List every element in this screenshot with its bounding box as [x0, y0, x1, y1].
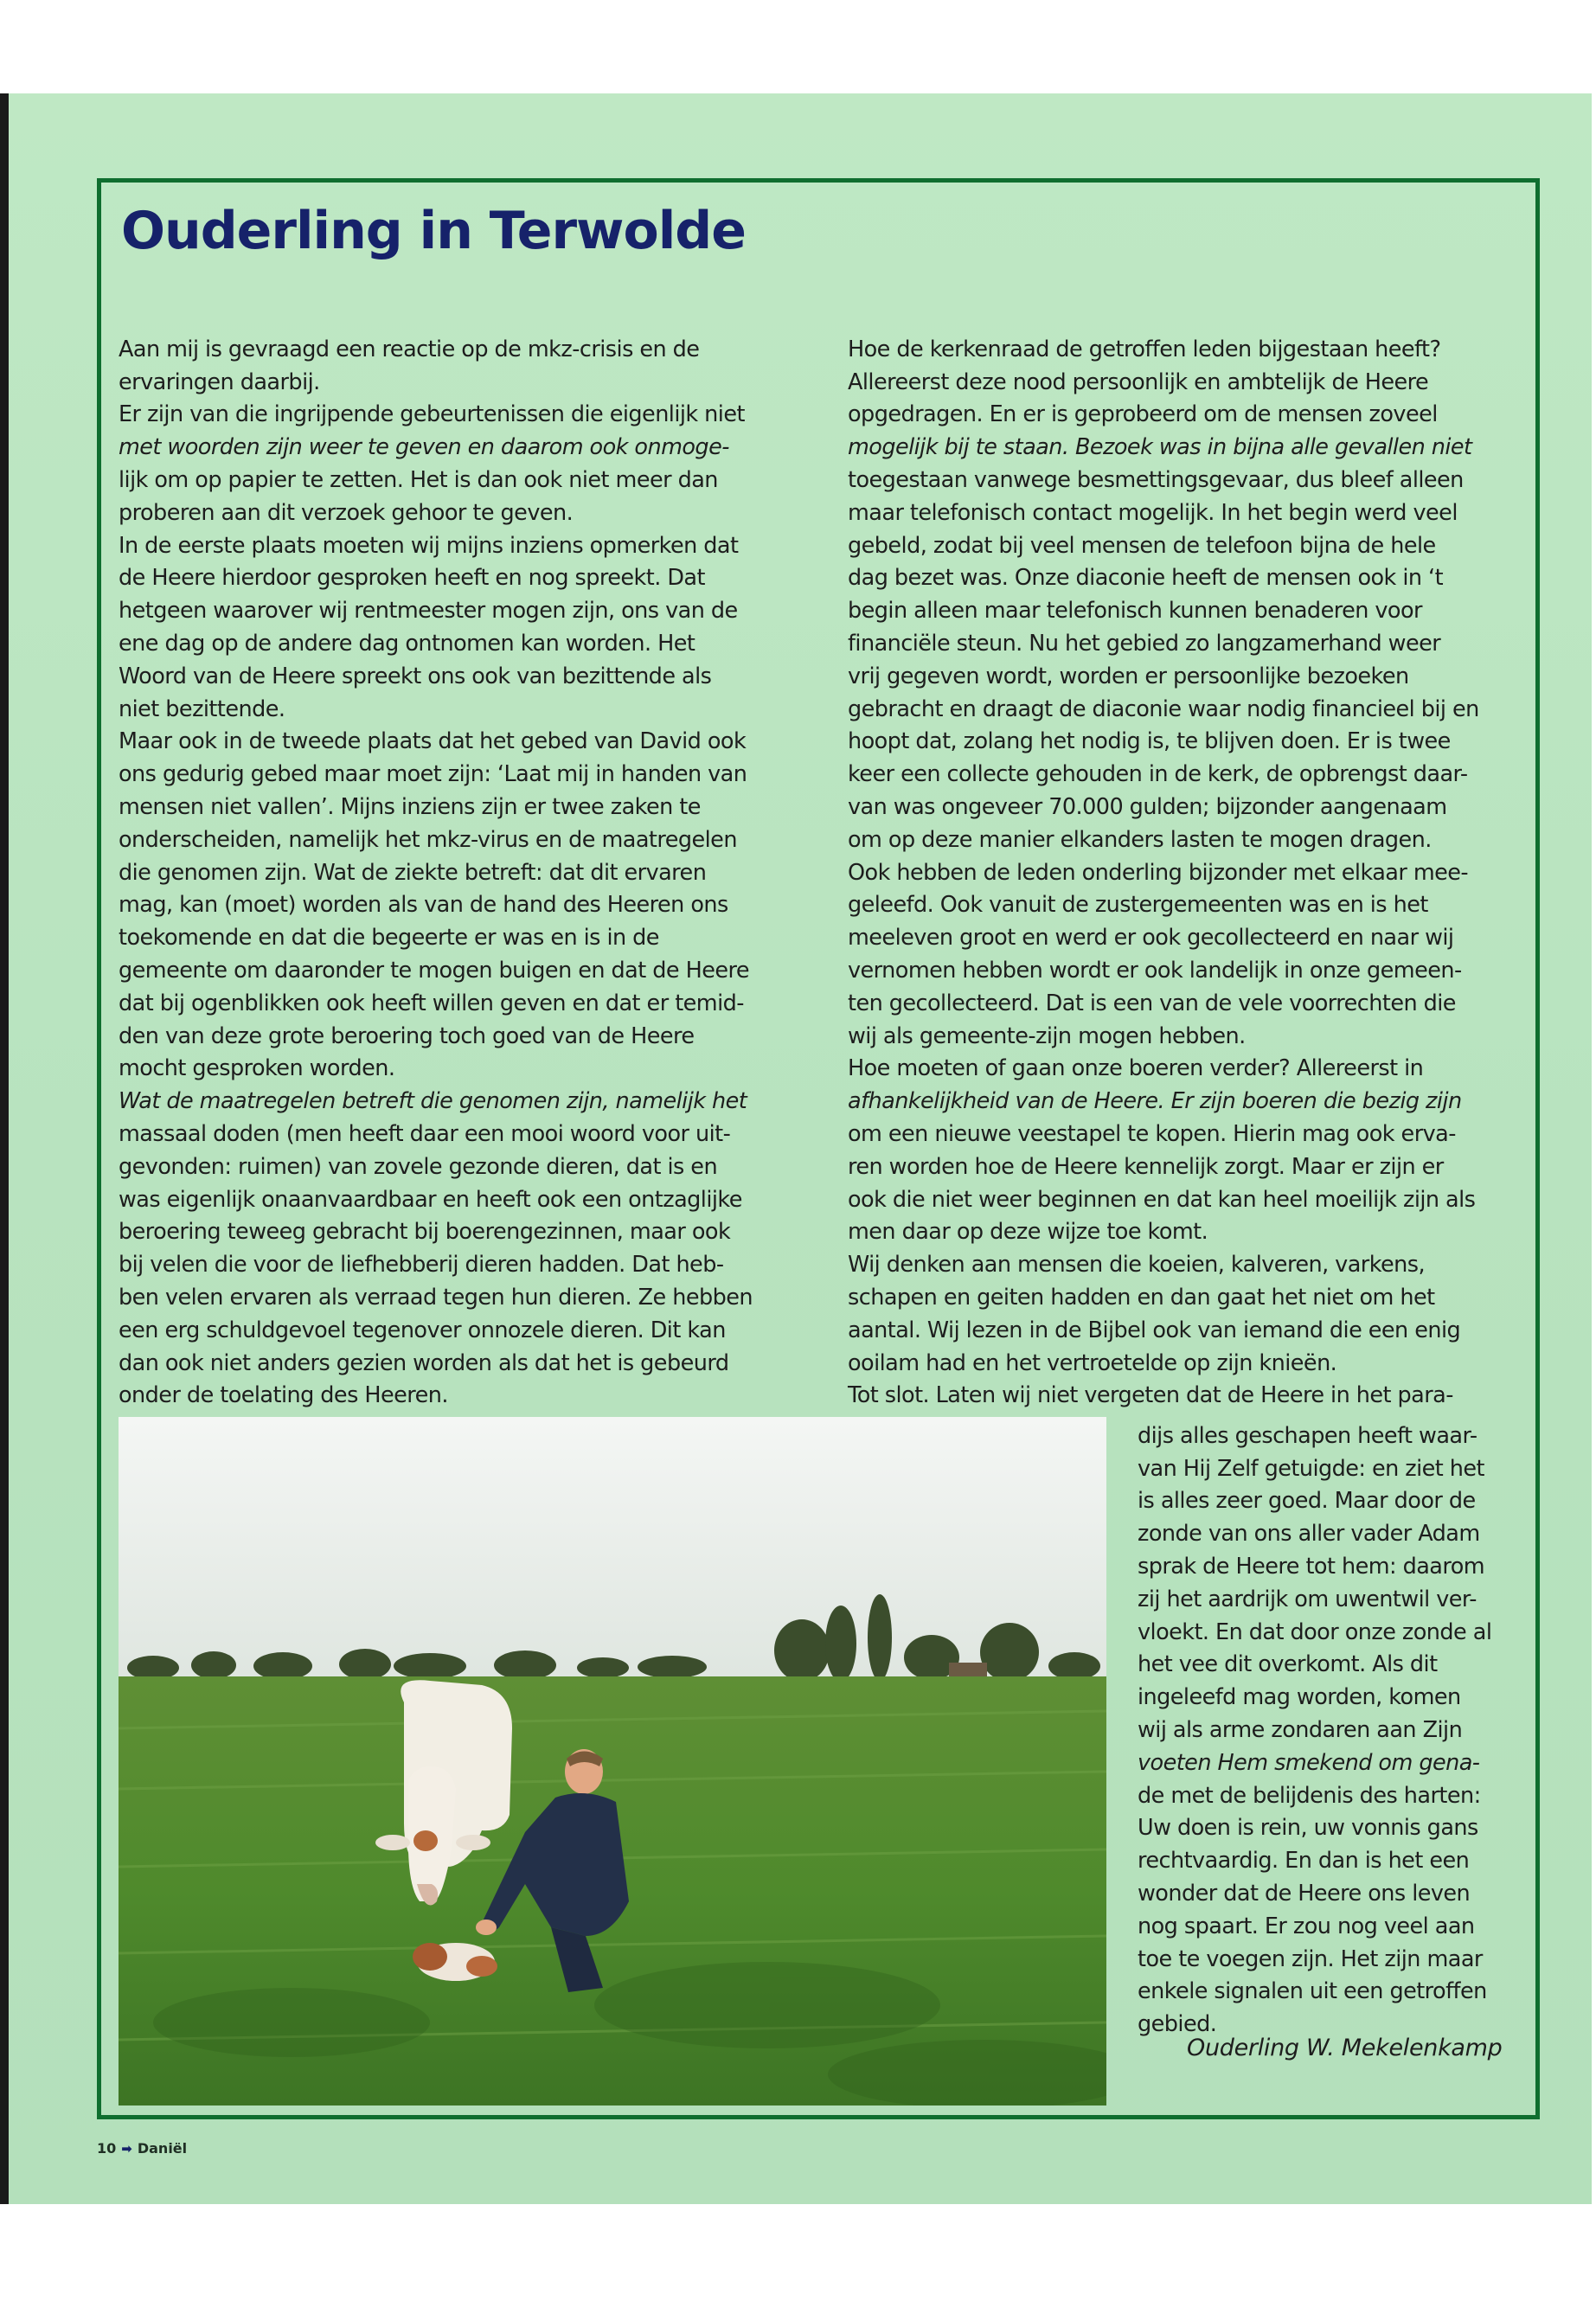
- arrow-right-icon: ➡: [121, 2140, 132, 2157]
- paragraph-text: lijk om op papier te zetten. Het is dan ook niet meer dan proberen aan dit verzoek gehoor te geven. In de eerste plaats moeten wij mijns inziens opmerken dat de Heere hierdoor gesproken heeft en nog spreekt. Dat hetgeen waarover wij rentmeester mogen zijn, ons van de ene dag op de andere dag ontnomen kan worden. Het Woord van de Heere spreekt ons ook van bezittende als niet bezittende. Maar ook in de tweede plaats dat het gebed van David ook ons gedurig gebed maar moet zijn: ‘Laat mij in handen van mensen niet vallen’. Mijns inziens zijn er twee zaken te onderscheiden, namelijk het mkz-virus en de maatregelen die genomen zijn. Wat de ziekte betreft: dat dit ervaren mag, kan (moet) worden als van de hand des Heeren ons toekomende en dat die begeerte er was en is in de gemeente om daaronder te mogen buigen en dat de Heere dat bij ogenblikken ook heeft willen geven en dat er temid- den van deze grote beroering toch goed van de Heere mocht gesproken worden.: [119, 466, 750, 1082]
- article-column-right: [848, 301, 1519, 1413]
- paragraph-text: dijs alles geschapen heeft waar- van Hij Zelf getuigde: en ziet het is alles zeer goed. Maar door de zonde van ons aller vader Adam sprak de Heere tot hem: daarom zij het aardrijk om uwentwil ver- vloekt. En dat door onze zonde al het vee dit overkomt. Als dit ingeleefd mag worden, komen wij als arme zondaren aan Zijn: [1138, 1422, 1492, 1743]
- magazine-name: Daniël: [137, 2140, 188, 2157]
- paragraph-text: om een nieuwe veestapel te kopen. Hierin mag ook erva- ren worden hoe de Heere kennelijk zorgt. Maar er zijn er ook die niet weer beginnen en dat kan heel moeilijk zijn als men daar op deze wijze toe komt. Wij denken aan mensen die koeien, kalveren, varkens, schapen en geiten hadden en dan gaat het niet om het aantal. Wij lezen in de Bijbel ook van iemand die een enig ooilam had en het vertroetelde op zijn knieën. Tot slot. Laten wij niet vergeten dat de Heere in het para-: [848, 1120, 1476, 1409]
- photo-farmer-with-cow-and-calf: [119, 1417, 1106, 2106]
- page-footer: [97, 2140, 187, 2157]
- paragraph-text: Er zijn van die ingrijpende gebeurtenissen die eigenlijk niet: [119, 401, 745, 428]
- paragraph-text-italic: met woorden zijn weer te geven en daarom ook onmoge-: [119, 434, 729, 461]
- page-number: 10: [97, 2140, 117, 2157]
- article-column-right-continued: [1138, 1388, 1522, 2041]
- paragraph-text: toegestaan vanwege besmettingsgevaar, dus bleef alleen maar telefonisch contact mogelijk. In het begin werd veel gebeld, zodat bij veel mensen de telefoon bijna de hele dag bezet was. Onze diaconie heeft de mensen ook in ‘t begin alleen maar telefonisch kunnen benaderen voor financiële steun. Nu het gebied zo langzamerhand weer vrij gegeven wordt, worden er persoonlijke bezoeken gebracht en draagt de diaconie waar nodig financieel bij en hoopt dat, zolang het nodig is, te blijven doen. Er is twee keer een collecte gehouden in de kerk, de opbrengst daar- van was ongeveer 70.000 gulden; bijzonder aangenaam om op deze manier elkanders lasten te mogen dragen. Ook hebben de leden onderling bijzonder met elkaar mee- geleefd. Ook vanuit de zustergemeenten was en is het meeleven groot en werd er ook gecollecteerd en naar wij vernomen hebben wordt er ook landelijk in onze gemeen- ten gecollecteerd. Dat is een van de vele voorrechten die wij als gemeente-zijn mogen hebben. Hoe moeten of gaan onze boeren verder? Allereerst in: [848, 466, 1479, 1082]
- author-signature: Ouderling W. Mekelenkamp: [1187, 2035, 1503, 2061]
- scan-edge: [0, 93, 9, 2204]
- paragraph-text: Aan mij is gevraagd een reactie op de mkz-crisis en de ervaringen daarbij.: [119, 336, 700, 395]
- paragraph-text-italic: voeten Hem smekend om gena-: [1138, 1749, 1480, 1776]
- paragraph-text-italic: Wat de maatregelen betreft die genomen zijn, namelijk het: [119, 1088, 747, 1115]
- article-title: Ouderling in Terwolde: [121, 201, 746, 261]
- paragraph-text-italic: mogelijk bij te staan. Bezoek was in bijna alle gevallen niet: [848, 434, 1472, 461]
- paragraph-text: de met de belijdenis des harten: Uw doen is rein, uw vonnis gans rechtvaardig. En dan is het een wonder dat de Heere ons leven nog spaart. Er zou nog veel aan toe te voegen zijn. Het zijn maar enkele signalen uit een getroffen gebied.: [1138, 1782, 1487, 2038]
- article-column-left: [119, 301, 821, 1413]
- sky: [119, 1417, 1106, 1676]
- paragraph-text: Hoe de kerkenraad de getroffen leden bijgestaan heeft? Allereerst deze nood persoonlijk en ambtelijk de Heere opgedragen. En er is geprobeerd om de mensen zoveel: [848, 336, 1441, 428]
- paragraph-text-italic: afhankelijkheid van de Heere. Er zijn boeren die bezig zijn: [848, 1088, 1462, 1115]
- paragraph-text: massaal doden (men heeft daar een mooi woord voor uit- gevonden: ruimen) van zovele gezonde dieren, dat is en was eigenlijk onaanvaardbaar en heeft ook een ontzaglijke beroering teweeg gebracht bij boerengezinnen, maar ook bij velen die voor de liefhebberij dieren hadden. Dat heb- ben velen ervaren als verraad tegen hun dieren. Ze hebben een erg schuldgevoel tegenover onnozele dieren. Dit kan dan ook niet anders gezien worden als dat het is gebeurd onder de toelating des Heeren.: [119, 1120, 753, 1409]
